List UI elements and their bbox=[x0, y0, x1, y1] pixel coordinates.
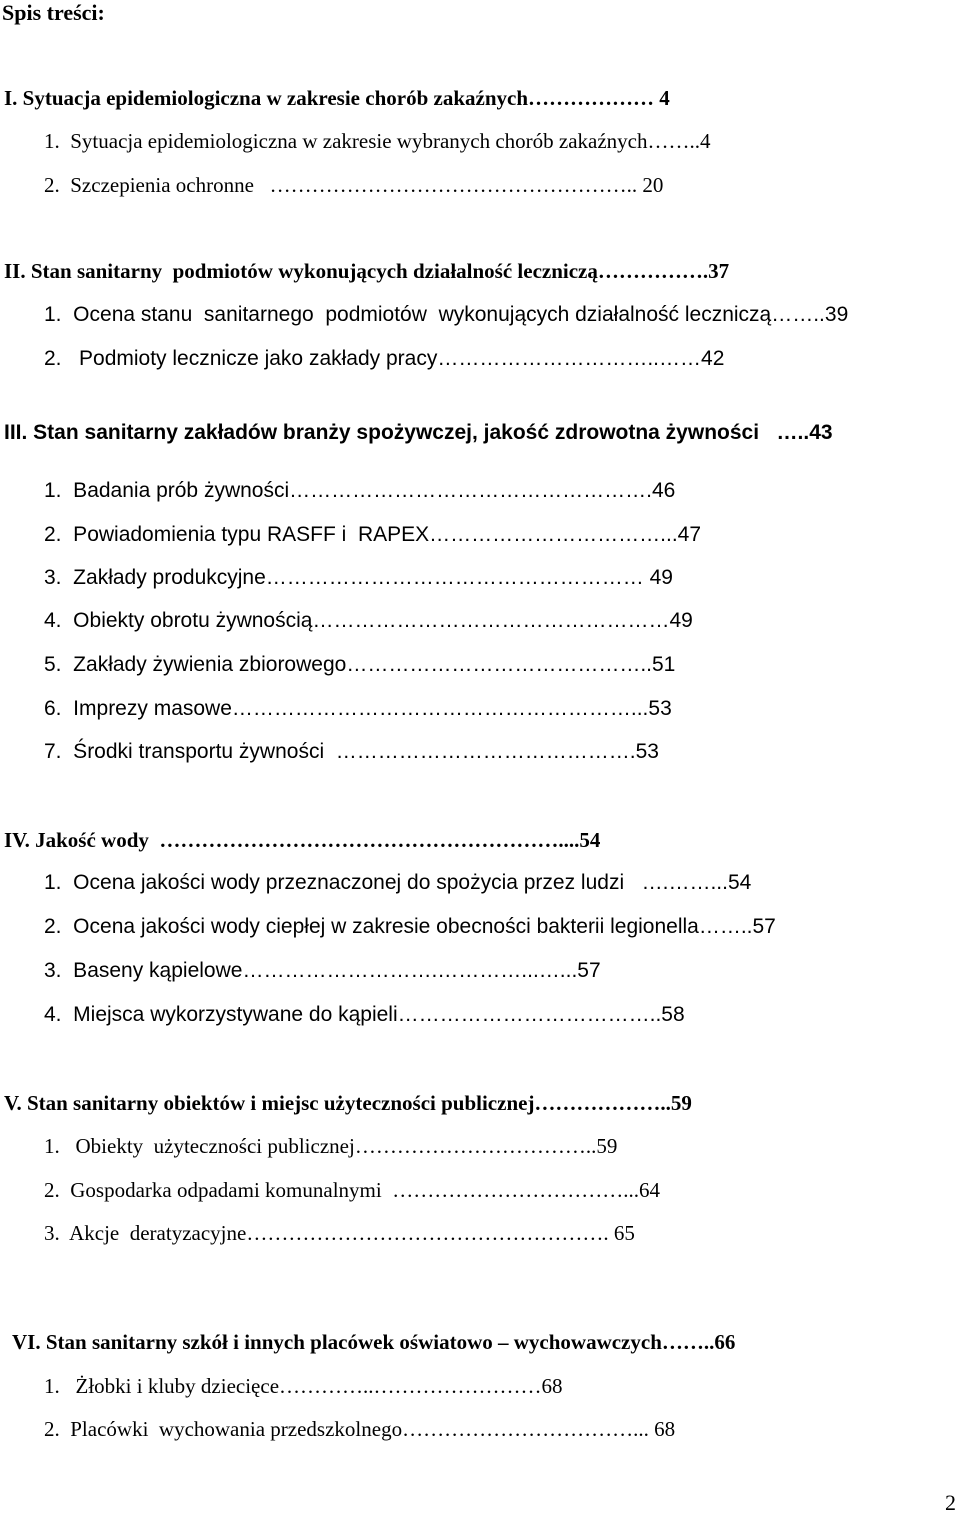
toc-entry-1-2: 2. Szczepienia ochronne …………………………………………….. 20 bbox=[44, 173, 664, 197]
toc-entry-4-3: 3. Baseny kąpielowe……………………….…………...…...57 bbox=[44, 959, 601, 982]
toc-section-2: II. Stan sanitarny podmiotów wykonujących działalność leczniczą…………….37 bbox=[4, 259, 730, 283]
toc-entry-3-6: 6. Imprezy masowe…………………………………………………...53 bbox=[44, 697, 672, 720]
toc-entry-1-1: 1. Sytuacja epidemiologiczna w zakresie wybranych chorób zakaźnych……..4 bbox=[44, 129, 711, 153]
toc-entry-3-7: 7. Środki transportu żywności …………………………………….53 bbox=[44, 740, 659, 763]
toc-entry-3-4: 4. Obiekty obrotu żywnością……………………………………………49 bbox=[44, 609, 693, 632]
toc-entry-4-4: 4. Miejsca wykorzystywane do kąpieli………………………………..58 bbox=[44, 1003, 685, 1026]
toc-entry-4-1: 1. Ocena jakości wody przeznaczonej do spożycia przez ludzi ….……...54 bbox=[44, 871, 752, 894]
toc-entry-6-2: 2. Placówki wychowania przedszkolnego……………………………... 68 bbox=[44, 1417, 676, 1441]
toc-entry-3-1: 1. Badania prób żywności…………………………………………….46 bbox=[44, 479, 676, 502]
toc-entry-3-5: 5. Zakłady żywienia zbiorowego……………………………………..51 bbox=[44, 653, 676, 676]
toc-heading: Spis treści: bbox=[2, 0, 105, 25]
toc-entry-2-1: 1. Ocena stanu sanitarnego podmiotów wykonujących działalność leczniczą……..39 bbox=[44, 303, 849, 326]
toc-section-3: III. Stan sanitarny zakładów branży spożywczej, jakość zdrowotna żywności …..43 bbox=[4, 421, 833, 444]
toc-entry-5-3: 3. Akcje deratyzacyjne……………………………………………. 65 bbox=[44, 1221, 635, 1245]
toc-section-1: I. Sytuacja epidemiologiczna w zakresie chorób zakaźnych……………… 4 bbox=[4, 86, 670, 110]
toc-entry-3-3: 3. Zakłady produkcyjne……………………………………………… 49 bbox=[44, 566, 673, 589]
toc-entry-6-1: 1. Żłobki i kluby dziecięce…………..……………………68 bbox=[44, 1374, 563, 1398]
toc-entry-3-2: 2. Powiadomienia typu RASFF i RAPEX……………………………...47 bbox=[44, 523, 702, 546]
page-number: 2 bbox=[945, 1490, 956, 1515]
toc-section-6: VI. Stan sanitarny szkół i innych placówek oświatowo – wychowawczych……..66 bbox=[12, 1330, 736, 1354]
toc-entry-4-2: 2. Ocena jakości wody ciepłej w zakresie obecności bakterii legionella……..57 bbox=[44, 915, 776, 938]
toc-entry-2-2: 2. Podmioty lecznicze jako zakłady pracy…………………………..……42 bbox=[44, 347, 725, 370]
toc-section-4: IV. Jakość wody …………………………………………………....54 bbox=[4, 828, 601, 852]
toc-entry-5-2: 2. Gospodarka odpadami komunalnymi ……………………………...64 bbox=[44, 1178, 660, 1202]
toc-section-5: V. Stan sanitarny obiektów i miejsc użyteczności publicznej………………..59 bbox=[4, 1091, 692, 1115]
toc-entry-5-1: 1. Obiekty użyteczności publicznej……………………………..59 bbox=[44, 1134, 618, 1158]
